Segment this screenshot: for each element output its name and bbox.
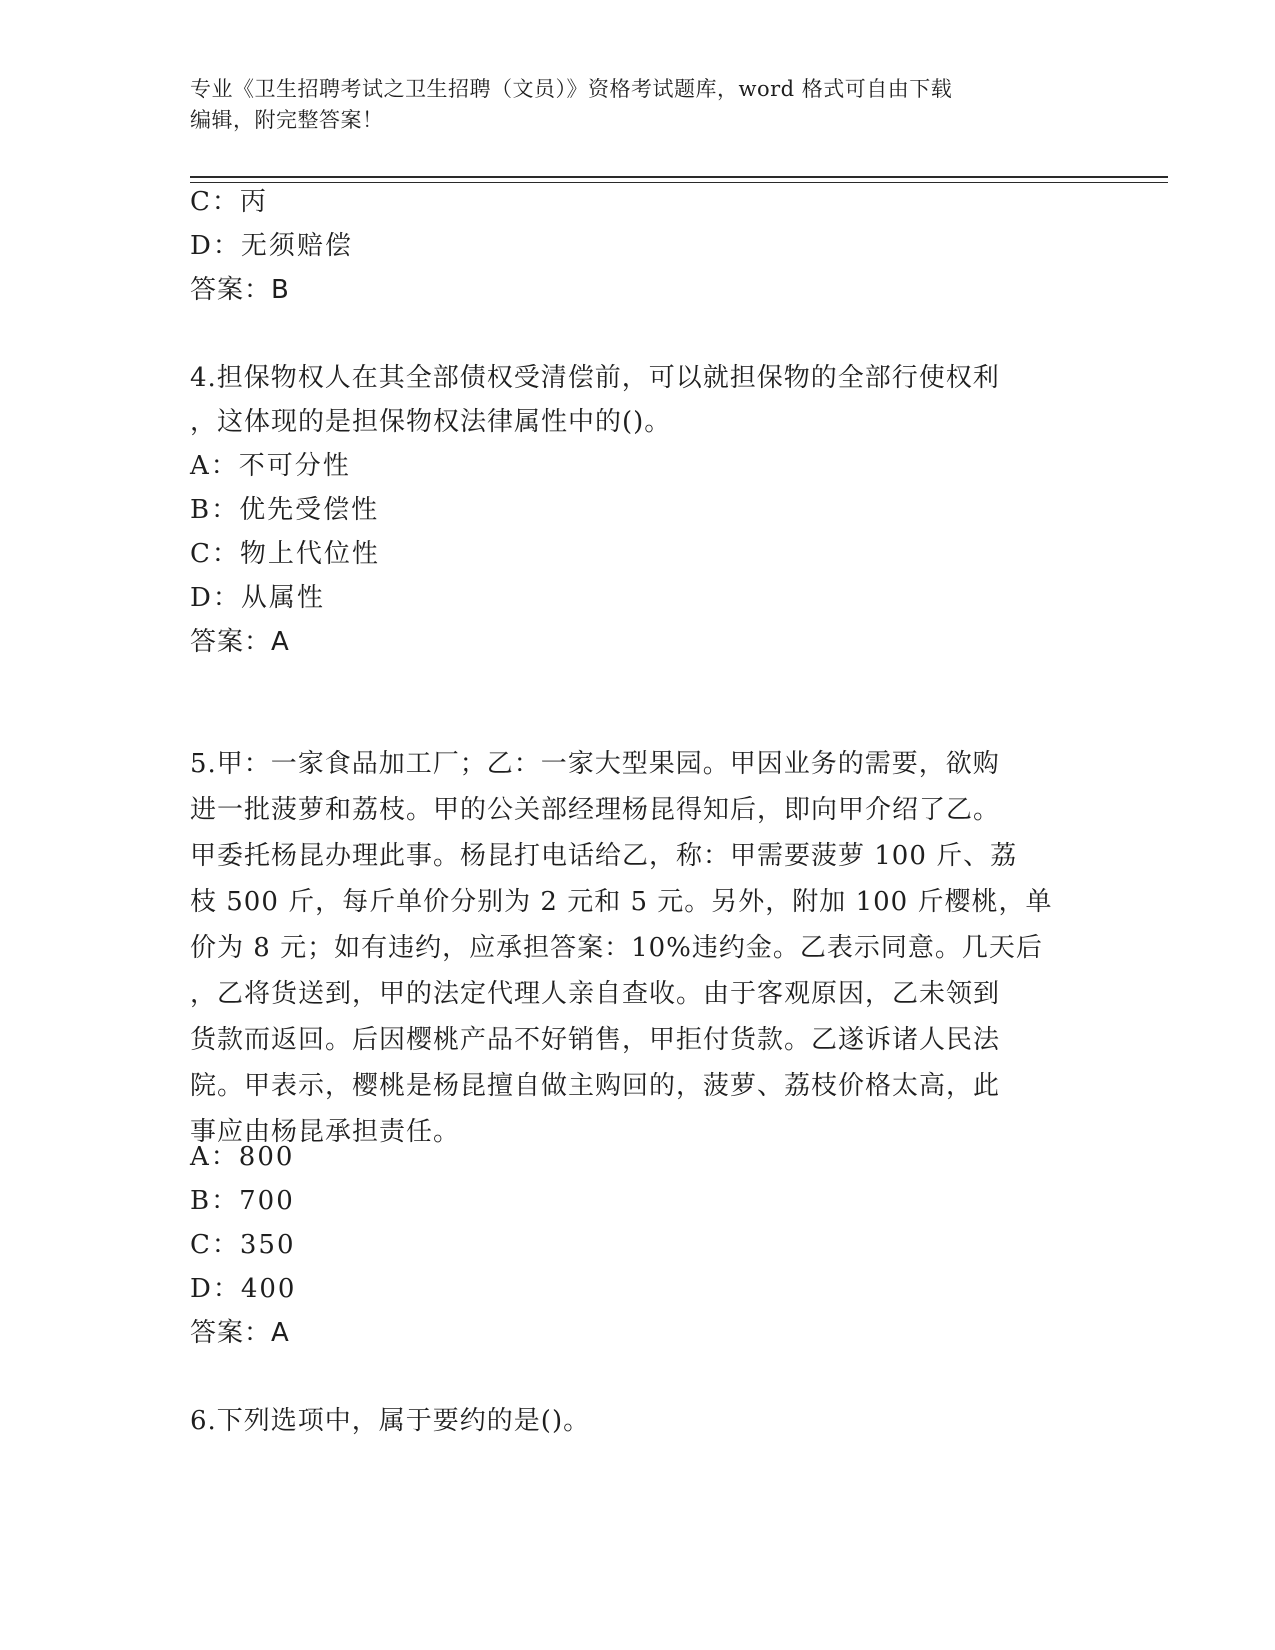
q3-answer: 答案：B <box>190 275 290 305</box>
q5-answer: 答案：A <box>190 1318 290 1348</box>
q4-stem-line-1: 4.担保物权人在其全部债权受清偿前，可以就担保物的全部行使权利 <box>190 363 1000 393</box>
q4-option-b: B：优先受偿性 <box>190 495 380 525</box>
q5-stem-line: 枝 500 斤，每斤单价分别为 2 元和 5 元。另外，附加 100 斤樱桃，单 <box>190 887 1053 917</box>
header-divider-thick <box>190 176 1168 178</box>
q5-stem <box>190 741 1090 1155</box>
q5-stem-line: 货款而返回。后因樱桃产品不好销售，甲拒付货款。乙遂诉诸人民法 <box>190 1025 1001 1055</box>
header-line-1: 专业《卫生招聘考试之卫生招聘（文员）》资格考试题库，word 格式可自由下载 <box>190 77 953 101</box>
q5-stem-line: 5.甲：一家食品加工厂；乙：一家大型果园。甲因业务的需要，欲购 <box>190 749 1000 779</box>
q5-option-a: A：800 <box>190 1142 295 1172</box>
header-divider-thin <box>190 182 1168 183</box>
q4-option-c: C：物上代位性 <box>190 539 380 569</box>
q4-option-a: A：不可分性 <box>190 451 351 481</box>
q5-stem-line: 事应由杨昆承担责任。 <box>190 1117 461 1147</box>
q5-stem-line: 甲委托杨昆办理此事。杨昆打电话给乙，称：甲需要菠萝 100 斤、荔 <box>190 841 1018 871</box>
q5-stem-line: 进一批菠萝和荔枝。甲的公关部经理杨昆得知后，即向甲介绍了乙。 <box>190 795 1001 825</box>
q4-stem-line-2: ，这体现的是担保物权法律属性中的()。 <box>190 407 672 437</box>
q3-option-c: C：丙 <box>190 187 268 217</box>
q4-option-d: D：从属性 <box>190 583 325 613</box>
q5-stem-line: 价为 8 元；如有违约，应承担答案：10%违约金。乙表示同意。几天后 <box>190 933 1043 963</box>
q3-option-d: D：无须赔偿 <box>190 231 353 261</box>
q5-stem-line: ，乙将货送到，甲的法定代理人亲自查收。由于客观原因，乙未领到 <box>190 979 1001 1009</box>
q5-option-c: C：350 <box>190 1230 296 1260</box>
q5-option-d: D：400 <box>190 1274 297 1304</box>
q5-stem-line: 院。甲表示，樱桃是杨昆擅自做主购回的，菠萝、荔枝价格太高，此 <box>190 1071 1001 1101</box>
document-header <box>190 74 1090 136</box>
q5-option-b: B：700 <box>190 1186 295 1216</box>
header-line-2: 编辑，附完整答案！ <box>190 108 384 132</box>
q4-answer: 答案：A <box>190 627 290 657</box>
q6-stem-line-1: 6.下列选项中，属于要约的是()。 <box>190 1406 591 1436</box>
